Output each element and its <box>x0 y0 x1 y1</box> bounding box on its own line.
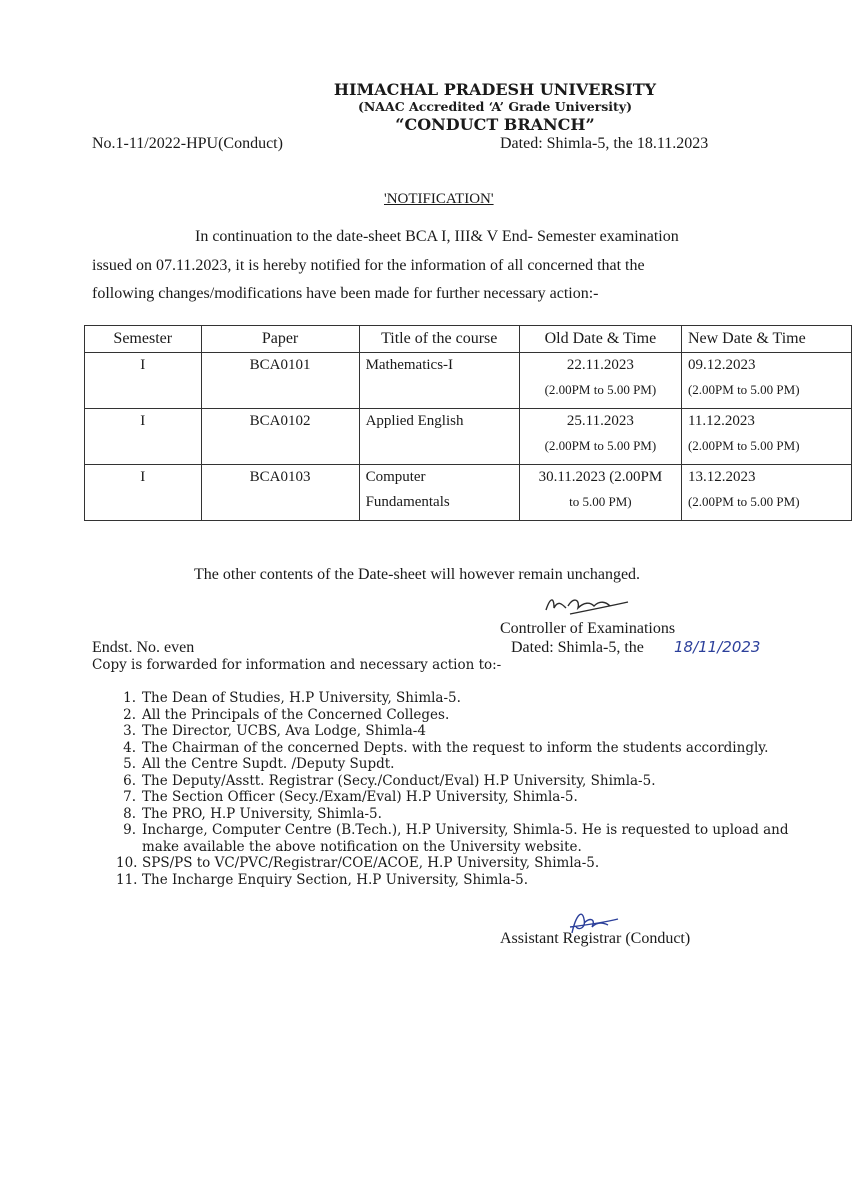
list-text: All the Centre Supdt. /Deputy Supdt. <box>142 756 395 772</box>
list-number: 2. <box>123 706 136 723</box>
list-item <box>116 789 802 806</box>
title-line: Fundamentals <box>365 494 450 510</box>
new-time: (2.00PM to 5.00 PM) <box>687 382 800 397</box>
old-date-cell <box>519 465 681 521</box>
semester-cell: I <box>85 465 202 521</box>
list-number: 6. <box>123 772 136 789</box>
controller-title: Controller of Examinations <box>500 620 676 637</box>
list-item <box>116 690 802 707</box>
list-number: 10. <box>116 855 138 871</box>
list-item <box>116 773 802 790</box>
title-cell <box>359 465 519 521</box>
list-number: 4. <box>123 739 136 756</box>
list-text: The Incharge Enquiry Section, H.P University, Shimla-5. <box>142 871 529 888</box>
column-header-new-date: New Date & Time <box>681 326 851 353</box>
endorsement-number: Endst. No. even <box>92 639 195 656</box>
list-number: 7. <box>123 789 136 805</box>
paper-cell: BCA0101 <box>201 353 359 409</box>
old-time: (2.00PM to 5.00 PM) <box>544 438 657 453</box>
paper-cell: BCA0102 <box>201 409 359 465</box>
new-date-cell <box>681 409 851 465</box>
list-text: Incharge, Computer Centre (B.Tech.), H.P University, Shimla-5. He is requested to upload and make available the above notification on the University website. <box>142 822 789 855</box>
column-header-paper: Paper <box>201 326 359 353</box>
recipient-list <box>116 690 802 888</box>
paper-cell: BCA0103 <box>201 465 359 521</box>
list-number: 8. <box>123 805 136 822</box>
university-name: HIMACHAL PRADESH UNIVERSITY <box>333 80 657 99</box>
list-item <box>116 822 802 855</box>
list-number: 9. <box>123 822 136 838</box>
table-header-row <box>85 326 852 353</box>
list-text: The PRO, H.P University, Shimla-5. <box>142 805 382 822</box>
new-date: 09.12.2023 <box>687 357 756 373</box>
list-text: The Deputy/Asstt. Registrar (Secy./Conduct/Eval) H.P University, Shimla-5. <box>142 772 656 789</box>
closing-line: The other contents of the Date-sheet will however remain unchanged. <box>194 566 641 583</box>
new-time: (2.00PM to 5.00 PM) <box>687 438 800 453</box>
title-line: Applied English <box>365 413 464 429</box>
title-line: Mathematics-I <box>365 357 454 373</box>
branch-name: “CONDUCT BRANCH” <box>395 115 595 134</box>
new-date: 13.12.2023 <box>687 469 756 485</box>
assistant-registrar-title: Assistant Registrar (Conduct) <box>500 930 691 947</box>
reference-number: No.1-11/2022-HPU(Conduct) <box>92 135 283 152</box>
list-number: 5. <box>123 756 136 772</box>
title-cell <box>359 409 519 465</box>
list-item <box>116 707 802 724</box>
list-item <box>116 872 802 889</box>
old-date-cell <box>519 409 681 465</box>
list-text: All the Principals of the Concerned Colleges. <box>142 706 450 723</box>
title-cell <box>359 353 519 409</box>
old-time: (2.00PM to 5.00 PM) <box>544 382 657 397</box>
list-number: 1. <box>123 690 136 706</box>
new-date-cell <box>681 465 851 521</box>
column-header-old-date: Old Date & Time <box>519 326 681 353</box>
notification-title: 'NOTIFICATION' <box>384 191 494 207</box>
old-time: to 5.00 PM) <box>569 494 632 509</box>
old-date: 30.11.2023 (2.00PM <box>538 469 663 485</box>
table-row <box>85 353 852 409</box>
date-change-table <box>84 325 852 521</box>
handwritten-date: 18/11/2023 <box>674 638 761 656</box>
table-row <box>85 409 852 465</box>
body-line-2: issued on 07.11.2023, it is hereby notified for the information of all concerned that the <box>92 257 645 274</box>
old-date: 25.11.2023 <box>566 413 634 429</box>
body-line-3: following changes/modifications have been made for further necessary action:- <box>92 285 599 302</box>
column-header-semester: Semester <box>85 326 202 353</box>
list-item <box>116 806 802 823</box>
column-header-title: Title of the course <box>359 326 519 353</box>
controller-signature <box>540 590 630 620</box>
list-item <box>116 740 802 757</box>
endorsement-date-label: Dated: Shimla-5, the <box>511 639 644 656</box>
body-line-1: In continuation to the date-sheet BCA I, III& V End- Semester examination <box>195 228 679 245</box>
list-text: The Director, UCBS, Ava Lodge, Shimla-4 <box>142 723 426 739</box>
semester-cell: I <box>85 409 202 465</box>
old-date: 22.11.2023 <box>566 357 634 373</box>
reference-date: Dated: Shimla-5, the 18.11.2023 <box>500 135 709 152</box>
list-number: 3. <box>123 723 136 739</box>
list-text: SPS/PS to VC/PVC/Registrar/COE/ACOE, H.P University, Shimla-5. <box>142 855 600 871</box>
new-date: 11.12.2023 <box>687 413 755 429</box>
list-item <box>116 756 802 773</box>
list-text: The Section Officer (Secy./Exam/Eval) H.P University, Shimla-5. <box>142 789 578 805</box>
new-time: (2.00PM to 5.00 PM) <box>687 494 800 509</box>
list-text: The Chairman of the concerned Depts. with the request to inform the students accordingly. <box>142 739 769 756</box>
list-number: 11. <box>116 871 138 888</box>
list-item <box>116 723 802 740</box>
list-item <box>116 855 802 872</box>
copy-forwarded-line: Copy is forwarded for information and necessary action to:- <box>92 657 502 673</box>
new-date-cell <box>681 353 851 409</box>
accreditation-line: (NAAC Accredited ‘A’ Grade University) <box>357 99 633 114</box>
semester-cell: I <box>85 353 202 409</box>
list-text: The Dean of Studies, H.P University, Shimla-5. <box>142 690 461 706</box>
table-row <box>85 465 852 521</box>
title-line: Computer <box>365 469 426 485</box>
old-date-cell <box>519 353 681 409</box>
